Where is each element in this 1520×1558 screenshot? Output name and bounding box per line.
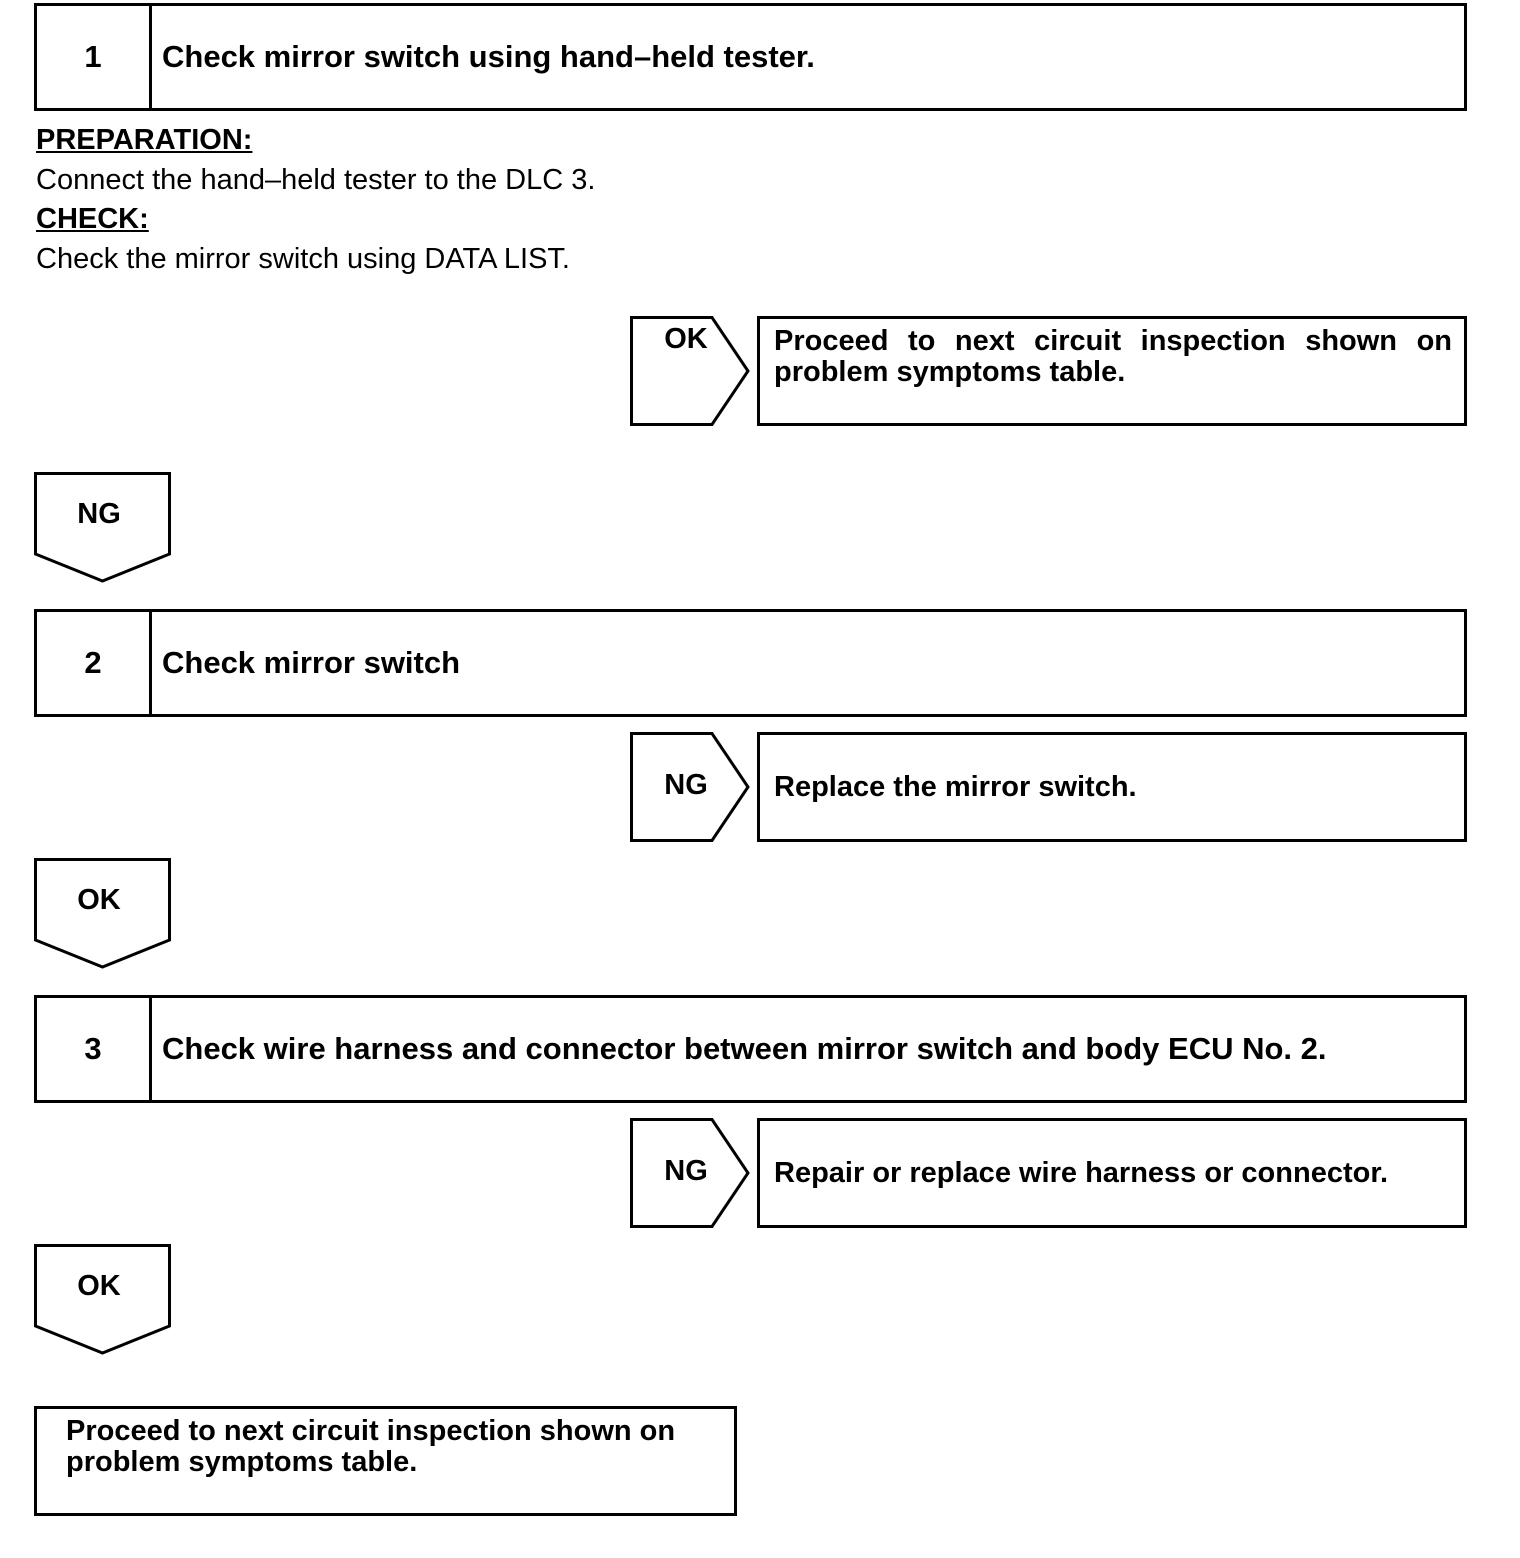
check-text: Check the mirror switch using DATA LIST. — [36, 243, 570, 275]
branch-1-result-line2: problem symptoms table. — [774, 356, 1126, 388]
down-arrow-2-label: OK — [77, 884, 121, 916]
step-3-box — [34, 995, 1467, 1103]
down-arrow-1-label: NG — [77, 498, 121, 530]
preparation-heading: PREPARATION: — [36, 124, 253, 156]
branch-2-result-box — [757, 732, 1467, 842]
branch-3-label: NG — [664, 1155, 708, 1187]
step-1-number: 1 — [37, 6, 152, 108]
preparation-text: Connect the hand–held tester to the DLC 3. — [36, 164, 596, 196]
final-result-box — [34, 1406, 737, 1516]
final-result-line1: Proceed to next circuit inspection shown on — [66, 1415, 676, 1447]
branch-3-result-box — [757, 1118, 1467, 1228]
step-3-number: 3 — [37, 998, 152, 1100]
step-3-title: Check wire harness and connector between mirror switch and body ECU No. 2. — [162, 1031, 1327, 1066]
branch-1-result-line1: Proceed to next circuit inspection shown on — [774, 325, 1452, 357]
branch-2-result: Replace the mirror switch. — [774, 770, 1137, 803]
step-2-number: 2 — [37, 612, 152, 714]
branch-3-result: Repair or replace wire harness or connector. — [774, 1156, 1389, 1189]
check-heading: CHECK: — [36, 203, 149, 235]
step-1-box — [34, 3, 1467, 111]
final-result-line2: problem symptoms table. — [66, 1446, 418, 1478]
branch-1-result-box — [757, 316, 1467, 426]
branch-1-label: OK — [664, 323, 708, 355]
step-1-title: Check mirror switch using hand–held tester. — [162, 39, 815, 74]
step-2-box — [34, 609, 1467, 717]
down-arrow-3-label: OK — [77, 1270, 121, 1302]
branch-2-label: NG — [664, 769, 708, 801]
step-2-title: Check mirror switch — [162, 645, 461, 680]
